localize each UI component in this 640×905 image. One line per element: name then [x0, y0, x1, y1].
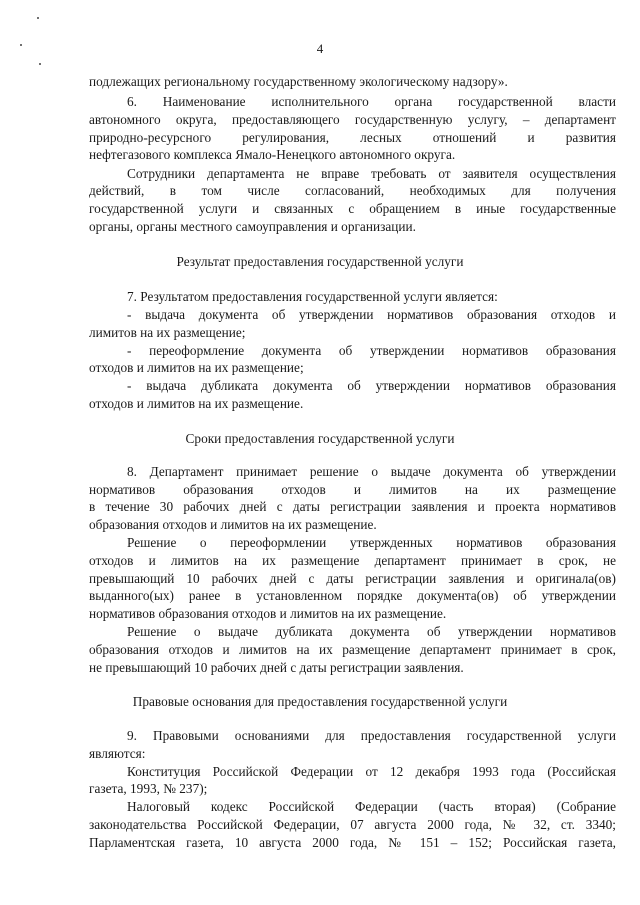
- paragraph-start: Решение о выдаче дубликата документа об утверждении нормативов: [127, 624, 616, 639]
- body-line: подлежащих региональному государственному экологическому надзору».: [89, 74, 508, 89]
- body-line: являются:: [89, 746, 146, 761]
- body-line: действий, в том числе согласований, необходимых для получения: [89, 183, 616, 198]
- list-item: - переоформление документа об утверждении нормативов образования: [127, 343, 616, 358]
- body-line: выданного(ых) ранее в установленном порядке документа(ов) об утверждении: [89, 588, 616, 603]
- scan-speck: [39, 63, 41, 65]
- body-line: нормативов образования отходов и лимитов на их размещение.: [89, 606, 447, 621]
- body-line: нормативов образования отходов и лимитов на их размещение: [89, 482, 616, 497]
- section-heading-result: Результат предоставления государственной услуги: [176, 254, 464, 269]
- paragraph-start: Конституция Российской Федерации от 12 декабря 1993 года (Российская: [127, 764, 616, 779]
- paragraph-6-start: 6. Наименование исполнительного органа государственной власти: [127, 94, 616, 109]
- body-line: отходов и лимитов на их размещение.: [89, 396, 304, 411]
- body-line: Парламентская газета, 10 августа 2000 года, № 151 – 152; Российская газета,: [89, 835, 616, 850]
- paragraph-start: Решение о переоформлении утвержденных нормативов образования: [127, 535, 616, 550]
- body-line: образования отходов и лимитов на их размещение.: [89, 517, 377, 532]
- body-line: образования отходов и лимитов на их размещение департамент принимает в срок,: [89, 642, 616, 657]
- paragraph-9-start: 9. Правовыми основаниями для предоставления государственной услуги: [127, 728, 616, 743]
- body-line: органы, органы местного самоуправления и организации.: [89, 219, 416, 234]
- body-line: законодательства Российской Федерации, 07 августа 2000 года, № 32, ст. 3340;: [89, 817, 616, 832]
- body-line: природно-ресурсного регулирования, лесных отношений и развития: [89, 130, 616, 145]
- body-line: государственной услуги и связанных с обращением в иные государственные: [89, 201, 616, 216]
- body-line: автономного округа, предоставляющего государственную услугу, – департамент: [89, 112, 616, 127]
- body-line: не превышающий 10 рабочих дней с даты регистрации заявления.: [89, 660, 464, 675]
- list-item: - выдача дубликата документа об утверждении нормативов образования: [127, 378, 616, 393]
- page-number: 4: [316, 41, 324, 56]
- body-line: в течение 30 рабочих дней с даты регистрации заявления и проекта нормативов: [89, 499, 616, 514]
- body-line: превышающий 10 рабочих дней с даты регистрации заявления и оригинала(ов): [89, 571, 616, 586]
- section-heading-terms: Сроки предоставления государственной услуги: [185, 431, 455, 446]
- list-item: - выдача документа об утверждении нормативов образования отходов и: [127, 307, 616, 322]
- body-line: нефтегазового комплекса Ямало-Ненецкого автономного округа.: [89, 147, 456, 162]
- paragraph-8-start: 8. Департамент принимает решение о выдаче документа об утверждении: [127, 464, 616, 479]
- body-line: газета, 1993, № 237);: [89, 781, 208, 796]
- paragraph-start: Сотрудники департамента не вправе требовать от заявителя осуществления: [127, 166, 616, 181]
- body-line: лимитов на их размещение;: [89, 325, 246, 340]
- body-line: отходов и лимитов на их размещение департамент принимает в срок, не: [89, 553, 616, 568]
- paragraph-start: Налоговый кодекс Российской Федерации (часть вторая) (Собрание: [127, 799, 616, 814]
- paragraph-7-start: 7. Результатом предоставления государственной услуги является:: [127, 289, 498, 304]
- section-heading-legal-basis: Правовые основания для предоставления государственной услуги: [132, 694, 508, 709]
- body-line: отходов и лимитов на их размещение;: [89, 360, 304, 375]
- scan-speck: [37, 17, 39, 19]
